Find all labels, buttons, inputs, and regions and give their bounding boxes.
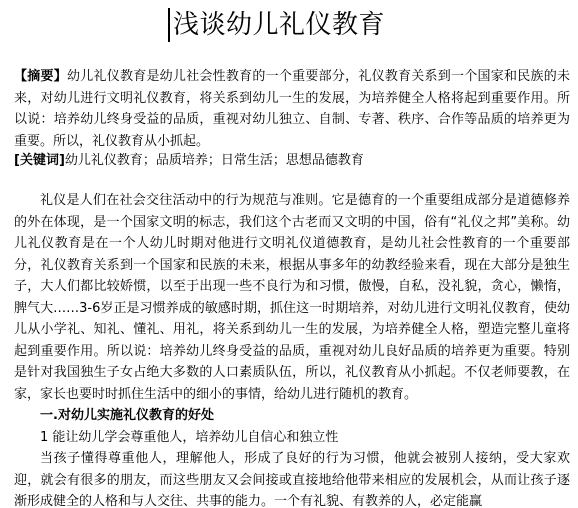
keywords-label: [关键词] xyxy=(14,153,65,168)
document-title: 浅谈幼儿礼仪教育 xyxy=(173,10,386,40)
body-paragraph-1: 礼仪是人们在社会交往活动中的行为规范与准则。它是德育的一个重要组成部分是道德修养的外在体现，是一个国家文明的标志，我们这个古老而又文明的中国，俗有“礼仪之邦”美称。幼儿礼仪教育是在一个人幼儿时期对他进行文明礼仪道德教育，是幼儿社会性教育的一个重要部分，礼仪教育关系到一个国家和民族的未来，根据从事多年的幼教经验来看，现在大部分是独生子，大人们都比较娇惯，以至于出现一些不良行为和习惯，傲慢，自私，没礼貌，贪心，懒惰，脾气大……3-6岁正是习惯养成的敏感时期，抓住这一时期培养，对幼儿进行文明礼仪教育，使幼儿从小学礼、知礼、懂礼、用礼，将关系到幼儿一生的发展，为培养健全人格，塑造完整儿童将起到重要作用。所以说：培养幼儿终身受益的品质，重视对幼儿良好品质的培养更为重要。特别是针对我国独生子女占绝大多数的人口素质队伍，所以，礼仪教育从小抓起。不仅老师要教，在家，家长也要时时抓住生活中的细小的事情，给幼儿进行随机的教育。 xyxy=(14,193,570,402)
section-heading-1: 一.对幼儿实施礼仪教育的好处 xyxy=(40,408,214,423)
keywords-section xyxy=(14,150,570,172)
text-cursor xyxy=(168,8,170,42)
abstract-label: 【摘要】 xyxy=(14,69,67,84)
keywords-text: 幼儿礼仪教育；品质培养；日常生活；思想品德教育 xyxy=(64,153,364,168)
body-section xyxy=(14,190,570,508)
body-paragraph-2: 当孩子懂得尊重他人，理解他人，形成了良好的行为习惯，他就会被别人接纳，受大家欢迎，就会有很多的朋友，而这些朋友又会间接或直接地给他带来相应的发展机会，从而让孩子逐渐形成健全的人格和与人交往、共事的能力。一个有礼貌、有教养的人，必定能赢 xyxy=(14,451,570,508)
abstract-section xyxy=(14,66,570,152)
abstract-text: 幼儿礼仪教育是幼儿社会性教育的一个重要部分，礼仪教育关系到一个国家和民族的未来，对幼儿进行文明礼仪教育，将关系到幼儿一生的发展，为培养健全人格将起到重要作用。所以说：培养幼儿终身受益的品质，重视对幼儿独立、自制、专著、秩序、合作等品质的培养更为重要。所以，礼仪教育从小抓起。 xyxy=(14,69,570,149)
subsection-heading-1: 1 能让幼儿学会尊重他人，培养幼儿自信心和独立性 xyxy=(40,429,339,445)
